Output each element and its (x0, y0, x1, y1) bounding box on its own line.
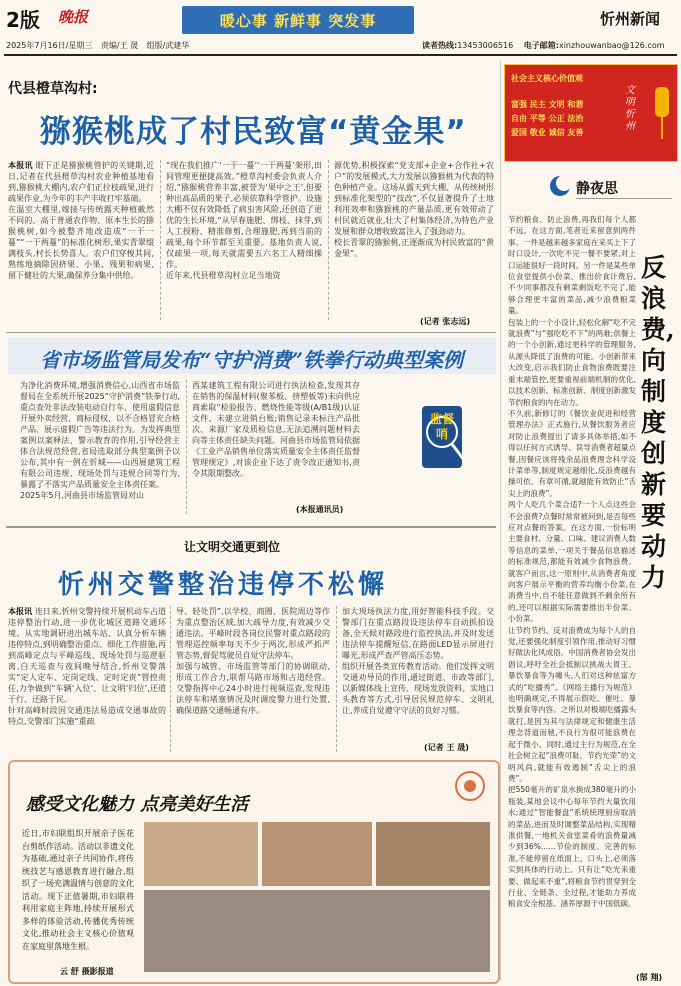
moon-icon (548, 174, 572, 198)
article3-col-2 (176, 606, 330, 756)
ad-row-1: 富强 民主 文明 和谐 (511, 100, 584, 109)
article1-col-3 (334, 160, 494, 310)
values-ad (504, 64, 678, 162)
column-byline: (郜 翔) (636, 973, 663, 982)
article4-photo-credit: 云 舒 摄影报道 (60, 967, 114, 976)
ad-row-3: 爱国 敬业 诚信 友善 (511, 128, 584, 137)
article3-divider-1 (170, 606, 171, 752)
column-name: 静夜思 (576, 181, 618, 197)
article4-photo-4 (144, 890, 490, 972)
article1-divider-2 (328, 160, 329, 320)
email-address: xinzhouwanbao@126.com (558, 41, 665, 50)
article1-col3-text: 源优势,积极探索“党支部+企业+合作社+农户”的发展模式,大力发展以猕猴桃为代表的特色种植产业。这场从露天到大棚、从传统树形到标准化架型的“技改”,不仅显著提升了土地利用效率和猕猴桃的产量品质,更有效带动了村民就近就业,壮大了村集体经济,为特色产业发展和群众增收致富注入了强劲动力。 校长青翠的猕猴桃,正逐渐成为村民致富的“黄金果”。 (334, 161, 494, 258)
article3-col1-text: 连日来,忻州交警持续开展机动车占道违停整治行动,进一步优化城区道路交通环境。从实地调研进出城车站、认真分析车辆违停特点,到明确整治重点、细化工作措施,再到高峰定点与平峰巡线、现场处罚与巡逻驱离,白天巡查与夜间晚导结合,忻州交警落实“定人定车、定岗定线、定时定责”管控责任,力争做到“车辆‘入位’、让文明‘归位’,还道于行、还路于民。 针对高峰时段因交通违法易造成交通事故的特点,交警部门实施“重疏 (8, 607, 166, 726)
date-line (6, 40, 189, 51)
issue-date: 2025年7月16日/星期三 (6, 41, 93, 50)
article1-lead-tag: 本报讯 (8, 161, 33, 170)
masthead-rule (4, 54, 677, 56)
slogan-text: 暖心事 新鲜事 突发事 (219, 12, 377, 30)
section-name: 忻州新闻 (600, 10, 661, 28)
article2-headline: 省市场监管局发布“守护消费”铁拳行动典型案例 (40, 348, 464, 372)
article3-divider-2 (336, 606, 337, 752)
article3-col2-text: 导、轻处罚”,以学校、商圈、医院周边等作为重点整治区域,加大疏导力度,有效减少交通违法。平峰时段各岗位民警对重点路段的管理巡控频率每天不少于两次,形成严抓严管态势,督促驾驶员自觉守法停车。 加强与城管、市场监管等部门的协调联动,形成工作合力,联帮马路市场和占道经营。交警指挥中心24小时进行视频巡查,发现违法停车和堵塞情况及时调度警力进行处置,确保道路交通畅通有序。 (176, 607, 330, 715)
article1-col-2 (166, 160, 322, 330)
hotline-label: 读者热线: (422, 41, 458, 50)
article2-col-1 (20, 380, 180, 518)
rule-2 (6, 526, 496, 528)
editor: 责编/王 晟 (100, 41, 139, 50)
article3-lead-tag: 本报讯 (8, 607, 33, 616)
article3-col-3 (342, 606, 494, 746)
paper-logo: 晚报 (58, 8, 89, 26)
article2-divider (186, 380, 187, 514)
article1-divider-1 (160, 160, 161, 320)
ad-row-2: 自由 平等 公正 法治 (511, 114, 584, 123)
paper-cut-flower-icon (450, 766, 490, 806)
ad-title: 社会主义核心价值观 (511, 74, 583, 83)
article3-col-1 (8, 606, 166, 756)
hotline-number: 13453006516 (457, 41, 514, 50)
layout-editor: 组版/武建华 (146, 41, 190, 50)
article1-col1-text: 眼下正是猕猴桃管护的关键期,近日,记者在代县橙草沟村农业种植基地看到,猕猴桃大棚内,农户们正拉枝疏果,进行疏果作业,为今年的丰产丰收打牢基础。 在温室大棚里,嫁接与传统露天种植截然不同的、高于普通农作物、原本生长的猕猴桃树,如今被整齐地改造成“一干一蔓”“一干两蔓”的标准化树形,果实青翠缀满枝头,村长长势喜人。农户们穿梭其间,熟练地摘除因挤果、小果、残果和病果,留下健壮的大果,确保养分集中供给。 (8, 161, 154, 280)
article4-photo-1 (144, 822, 258, 886)
article3-col3-text: 加大现场执法力度,用好智能科技手段。交警部门在重点路段设违法停车自动抓拍设备,全天候对路段进行监控执法,并及时发送违法停车提醒短信,在路面LED显示屏进行曝光,形成严查严管高压态势。 组织开展各类宣传教育活动。他们发挥文明交通劝导员的作用,通过街道、市政等部门,以新媒体线上宣传、现场发放资料、实地口头教育等方式,引导居民规范停车、文明礼让,养成自觉遵守守法的良好习惯。 (342, 607, 494, 715)
contact-line (422, 40, 665, 51)
article2-byline: (本报通讯员) (296, 505, 344, 514)
page-number: 2版 (6, 8, 40, 32)
article1-headline: 猕猴桃成了村民致富“黄金果” (40, 114, 467, 150)
column-divider (500, 60, 501, 980)
article3-kicker: 让文明交通更到位 (184, 540, 281, 554)
ad-lantern-icon (647, 83, 677, 143)
email-label: 电子邮箱: (523, 41, 559, 50)
article4-text: 近日,市妇联组织开展亲子医花台剪纸作活动。活动以非遗文化为基础,通过亲子共同协作,将传统技艺与感恩教育进行融合,组织了一场充满温情与创意的文化活动。现下正值暑期,市妇联将利用家庭主阵地,持续开展形式多样的体验活动,传播优秀传统文化,推动社会主义核心价值观在家庭里落地生根。 (22, 829, 134, 951)
article1-col-1 (8, 160, 154, 320)
article2-col-2 (192, 380, 360, 510)
watchdog-stamp (402, 402, 484, 474)
stamp-text: 监督哨 (429, 412, 454, 441)
article2-col2-text: 西某建筑工程有限公司进行执法检查,发现其存在销售的保温材料(聚苯板、挤塑板等)未向供应商索取“检验报告、燃烧性能等级(A/B1级)认证文件、未建立进销台账;销售记录未标注产品批次、来源厂家及质检信息,无法追溯问题材料去向等主体责任缺失问题。河曲县市场监管局依据《工业产品销售单位落实质量安全主体责任监督管理规定》,对该企业下达了责令改正通知书,责令其限期整改。 (192, 381, 360, 478)
ad-script: 文明忻州 (625, 85, 635, 132)
article4-headline: 感受文化魅力 点亮美好生活 (26, 794, 249, 815)
column-name-rule (576, 198, 672, 199)
article1-kicker: 代县橙草沟村: (8, 81, 98, 97)
article3-headline: 忻州交警整治违停不松懈 (58, 570, 389, 600)
rule-1 (6, 332, 496, 333)
article4-photo-3 (376, 822, 490, 886)
article4-photo-2 (262, 822, 372, 886)
column-headline: 反浪费,向制度创新要动力 (641, 253, 675, 592)
article1-byline: (记者 张志远) (420, 317, 471, 326)
column-text: 节约粮食、防止浪费,再我们每个人都不远。在这方面,笔者近来留意到两件事。一件是越来越多家庭在采买上下了时口设计,一次吃不完一餐不要紧,对上口运能很好一段时间。另一件是某些单位食堂提供小份菜、推出价食计费后,不少同事都没有剩菜剩饭吃不完了,能够合理更丰富的菜品,减少浪费粮菜量。 包装上的一个小设计,轻松化解“吃不完就浪费”与“强吃吃不下”的两难;供餐上的一个小创新,通过更科学的管理服务,从源头降低了浪费的可能。小创新带来大改变,启示我们防止食物浪费既要注重末端管控,更要重视前端机制的优化,以技术创新、标准创新、制度创新激发节约粮食的内在动力。 不久前,新修订的《餐饮业促进和经营管理办法》正式施行,从餐饮服务者应对防止浪费提出了请多具体举措,如不得以任何方式诱导、误导消费者超量点餐,因餐应该将残余品浪费理念科学设计菜单等,制度规定越细化,反浪费越有操可依、有章可循,就越能有效防止“舌尖上的浪费”。 两个人吃几个菜合适?一个人点这些会不会浪费?点餐时常常被问到,是否每些应对点餐的答案。在这方面,一份标明主要食材、分量、口味、建议消费人数等信息的菜单,一项关于餐品信息描述的标准规范,都能有效减少食物浪费。就客户而言,这一原则中,从消费者角度向客户展示平衡的营养均衡小份菜,在消费当中,自不能任意做到不剩余所有的,还可以根据实际需要推出半份菜、小份菜。 让节约节约、反对浪费成为每个人的自觉,还要强化制度引领作用,推动好习惯好做法化风成俗。中国消费者协会发出倡议,呼吁全社会抵制以挑战大胃王、暴饮暴食等为噱头,人们对这种炫富方式的“吃播秀”。《网络主播行为规范》也明确规定,不得展示假吃、催吐、暴饮暴食等内容。之所以对极端吃播露头就打,是因为其与法律规定和健康生活理念背道而驰,不良行为很可能浪费在起于微小、同时,通过主行为规范,在全社会树立起“浪费可耻、节约光荣”的文明风尚,就能有效遏制“舌尖上的浪费”。 把550毫升的矿泉水换成380毫升的小瓶装,某地会议中心每年节约大量饮用水;通过“智能餐盘”系统统理厨房取消的菜品,进而及时调整菜品结构,实现精准供餐,一地机关食堂菜肴的浪费量减少到36%……节俭的制度、完善的标准,不能停留在纸面上、口头上,必须落实到具体的行动上。只有让“吃光来重要、做起来不重”,将粮食节约贯穿到全行业、全链条、全过程,才能助力养成粮食安全根基、涵养厚源于中国低碳。 (508, 215, 636, 909)
article2-col1-text: 为净化消费环境,增强消费信心,山西省市场监督局在全系统开展2025“守护消费”铁拳行动,重点查处非法改装电动自行车、使用虚假信息开展外卖经营、商标侵权、以不合格冒充合格产品、展示虚假广告等违法行为。为发挥典型案例以案释法、警示教育的作用,引导经营主体合法规范经营,省局选取部分典型案例予以公布,其中有一例在忻城——山西展建筑工程有限公司违规、现场处罚与违规合同等行为,暴露了不落实产品质量安全主体责任案。 2025年5月,河曲县市场监管局对山 (20, 381, 180, 500)
article1-col2-text: “现在我们推广‘一干一蔓’‘一干两蔓’架形,田间管理更便捷高效。”橙草沟村委会负责人介绍,“猕猴桃营养丰富,被誉为‘果中之王’,但要种出高品质的果子,必须依靠科学管护。设施大棚不仅有效降低了病虫害风险,还创造了更优的生长环境,“从早春施肥、绑枝、抹芽,到人工授粉、精准修剪,合理施肥,再到当前的疏果,每个环节都至关重要。基地负责人说,仅疏果一项,每天就需要五六名工人精细操作。 近年来,代县橙草沟村立足当地资 (166, 161, 322, 280)
article3-byline: (记者 王 晟) (424, 743, 469, 752)
